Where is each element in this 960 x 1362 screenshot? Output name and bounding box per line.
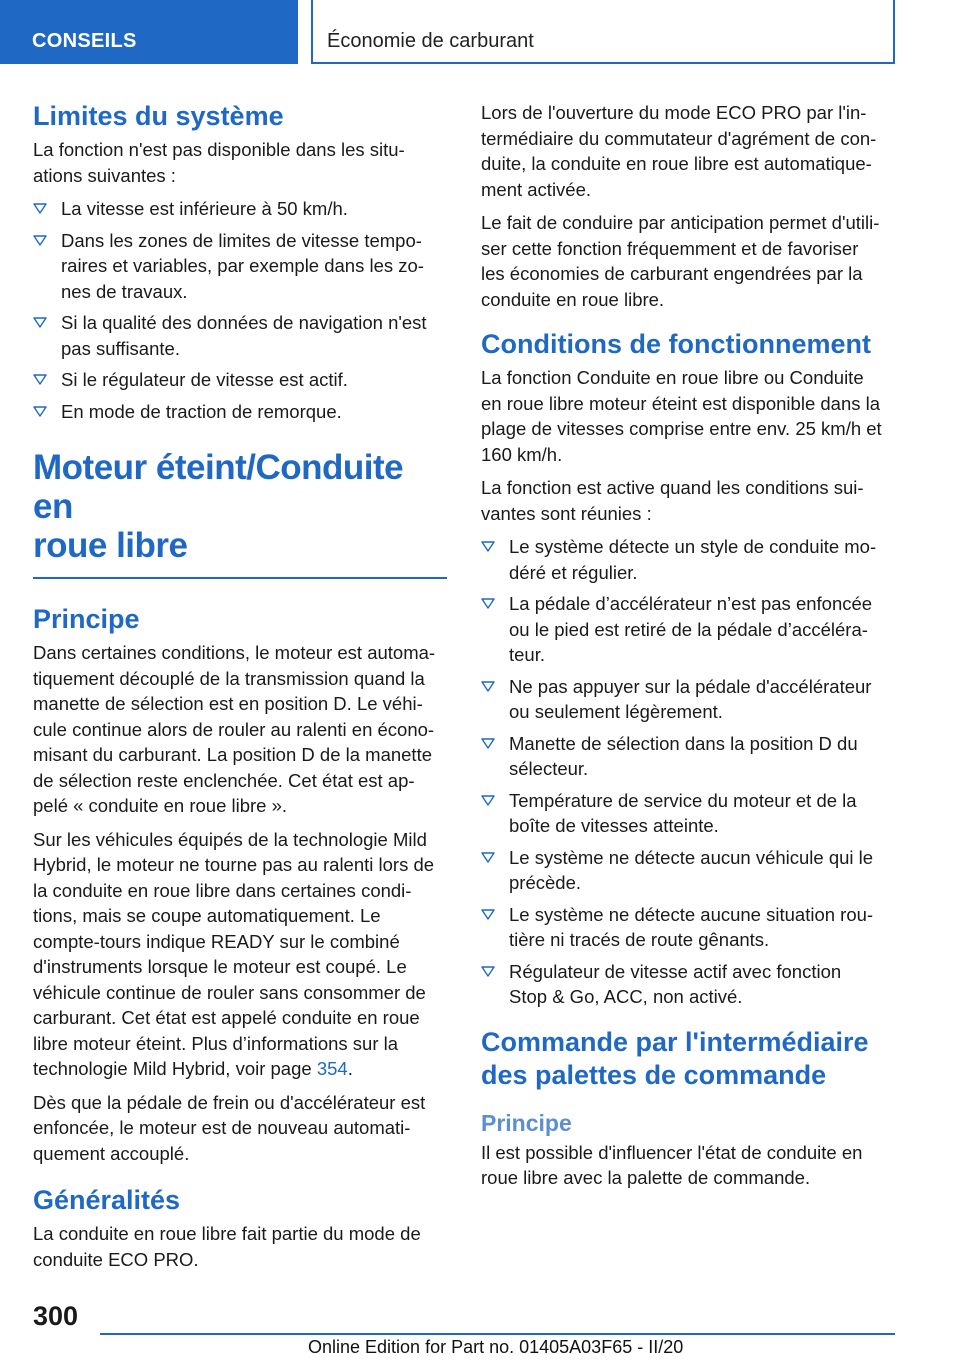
list-item (481, 674, 901, 725)
principe-paragraph-2 (33, 827, 447, 1082)
triangle-bullet-icon (481, 681, 495, 692)
list-item-text: Le système détecte un style de conduite mo- déré et régulier. (509, 536, 877, 583)
principe-heading: Principe (33, 604, 140, 634)
section-tab: CONSEILS (0, 0, 298, 64)
triangle-bullet-icon (33, 317, 47, 328)
eco-pro-paragraph: Lors de l'ouverture du mode ECO PRO par l'in- termédiaire du commutateur d'agrément de con- duite, la conduite en roue libre est automatique- ment activée. (481, 102, 877, 200)
heading-divider (33, 577, 447, 579)
page-reference-link[interactable]: 354 (316, 1058, 348, 1079)
triangle-bullet-icon (481, 795, 495, 806)
list-item-text: Ne pas appuyer sur la pédale d'accélérateur ou seulement légèrement. (509, 675, 872, 722)
principe-paragraph-2-text: Sur les véhicules équipés de la technologie Mild Hybrid, le moteur ne tourne pas au ralenti lors de la conduite en roue libre dans certaines condi- tions, mais se coupe automatiquement. Le compte-tours indique READY sur le combiné d'instruments lorsque le moteur est coupé. Le véhicule continue de rouler sans consommer de carburant. Cet état est appelé conduite en roue libre moteur éteint. Plus d’informations sur la technologie Mild Hybrid, voir page (33, 828, 435, 1079)
conditions-list (481, 534, 901, 1010)
limits-intro: La fonction n'est pas disponible dans les situ- ations suivantes : (33, 139, 405, 186)
list-item (33, 399, 447, 425)
footer-divider (100, 1333, 895, 1335)
commande-principe-paragraph: Il est possible d'influencer l'état de conduite en roue libre avec la palette de commande. (481, 1141, 863, 1188)
page-header (0, 0, 960, 66)
triangle-bullet-icon (33, 406, 47, 417)
list-item-text: Dans les zones de limites de vitesse tempo- raires et variables, par exemple dans les zo- nes de travaux. (61, 229, 424, 302)
principe-paragraph-1: Dans certaines conditions, le moteur est automa- tiquement découplé de la transmission quand la manette de sélection est en position D. Le véhi- cule continue alors de rouler au ralenti en écono- misant du carburant. La position D de la manette de sélection reste enclenchée. Cet état est ap- pelé « conduite en roue libre ». (33, 642, 436, 816)
triangle-bullet-icon (481, 541, 495, 552)
list-item-text: Si le régulateur de vitesse est actif. (61, 369, 348, 390)
list-item (33, 196, 447, 222)
list-item-text: Température de service du moteur et de la boîte de vitesses atteinte. (509, 789, 857, 836)
generalites-heading: Généralités (33, 1185, 181, 1215)
conditions-paragraph-1: La fonction Conduite en roue libre ou Conduite en roue libre moteur éteint est disponible dans la plage de vitesses comprise entre env. 25 km/h et 160 km/h. (481, 367, 882, 465)
limits-list (33, 196, 447, 424)
list-item (481, 788, 901, 839)
list-item (33, 310, 447, 361)
list-item (481, 534, 901, 585)
list-item-text: En mode de traction de remorque. (61, 400, 342, 422)
triangle-bullet-icon (481, 852, 495, 863)
commande-heading: Commande par l'intermédiaire des palettes de commande (481, 1026, 869, 1090)
triangle-bullet-icon (481, 966, 495, 977)
list-item (481, 902, 901, 953)
list-item (481, 591, 901, 668)
edition-note: Online Edition for Part no. 01405A03F65 - II/20 (308, 1337, 684, 1357)
commande-principe-heading: Principe (481, 1109, 572, 1136)
list-item-text: La vitesse est inférieure à 50 km/h. (61, 198, 348, 219)
conditions-heading: Conditions de fonctionnement (481, 329, 871, 359)
triangle-bullet-icon (481, 598, 495, 609)
chapter-title: Économie de carburant (311, 0, 895, 64)
principe-paragraph-3: Dès que la pédale de frein ou d'accélérateur est enfoncée, le moteur est de nouveau automati- quement accouplé. (33, 1091, 426, 1164)
list-item (33, 367, 447, 393)
list-item (481, 845, 901, 896)
list-item-text: Régulateur de vitesse actif avec fonction Stop & Go, ACC, non activé. (509, 960, 842, 1007)
triangle-bullet-icon (33, 235, 47, 246)
triangle-bullet-icon (481, 738, 495, 749)
anticipation-paragraph: Le fait de conduire par anticipation permet d'utili- ser cette fonction fréquemment et de favoriser les économies de carburant engendrées par la conduite en roue libre. (481, 212, 880, 310)
generalites-paragraph: La conduite en roue libre fait partie du mode de conduite ECO PRO. (33, 1223, 421, 1270)
list-item-text: Si la qualité des données de navigation n'est pas suffisante. (61, 312, 427, 359)
list-item-text: Le système ne détecte aucun véhicule qui le précède. (509, 846, 874, 893)
list-item-text: Manette de sélection dans la position D du sélecteur. (509, 732, 858, 779)
triangle-bullet-icon (33, 203, 47, 214)
limits-heading: Limites du système (33, 101, 284, 131)
triangle-bullet-icon (33, 374, 47, 385)
page-number: 300 (33, 1301, 79, 1331)
list-item (481, 959, 901, 1010)
triangle-bullet-icon (481, 909, 495, 920)
conditions-paragraph-2: La fonction est active quand les conditions sui- vantes sont réunies : (481, 477, 864, 524)
left-column (33, 100, 447, 1280)
right-column (481, 100, 901, 1199)
list-item (33, 228, 447, 305)
main-section-heading: Moteur éteint/Conduite en roue libre (33, 448, 404, 565)
list-item-text: La pédale d’accélérateur n’est pas enfoncée ou le pied est retiré de la pédale d’accéléra- teur. (509, 593, 873, 665)
list-item (481, 731, 901, 782)
list-item-text: Le système ne détecte aucune situation rou- tière ni tracés de route gênants. (509, 903, 874, 950)
principe-paragraph-2-end: . (347, 1058, 353, 1079)
